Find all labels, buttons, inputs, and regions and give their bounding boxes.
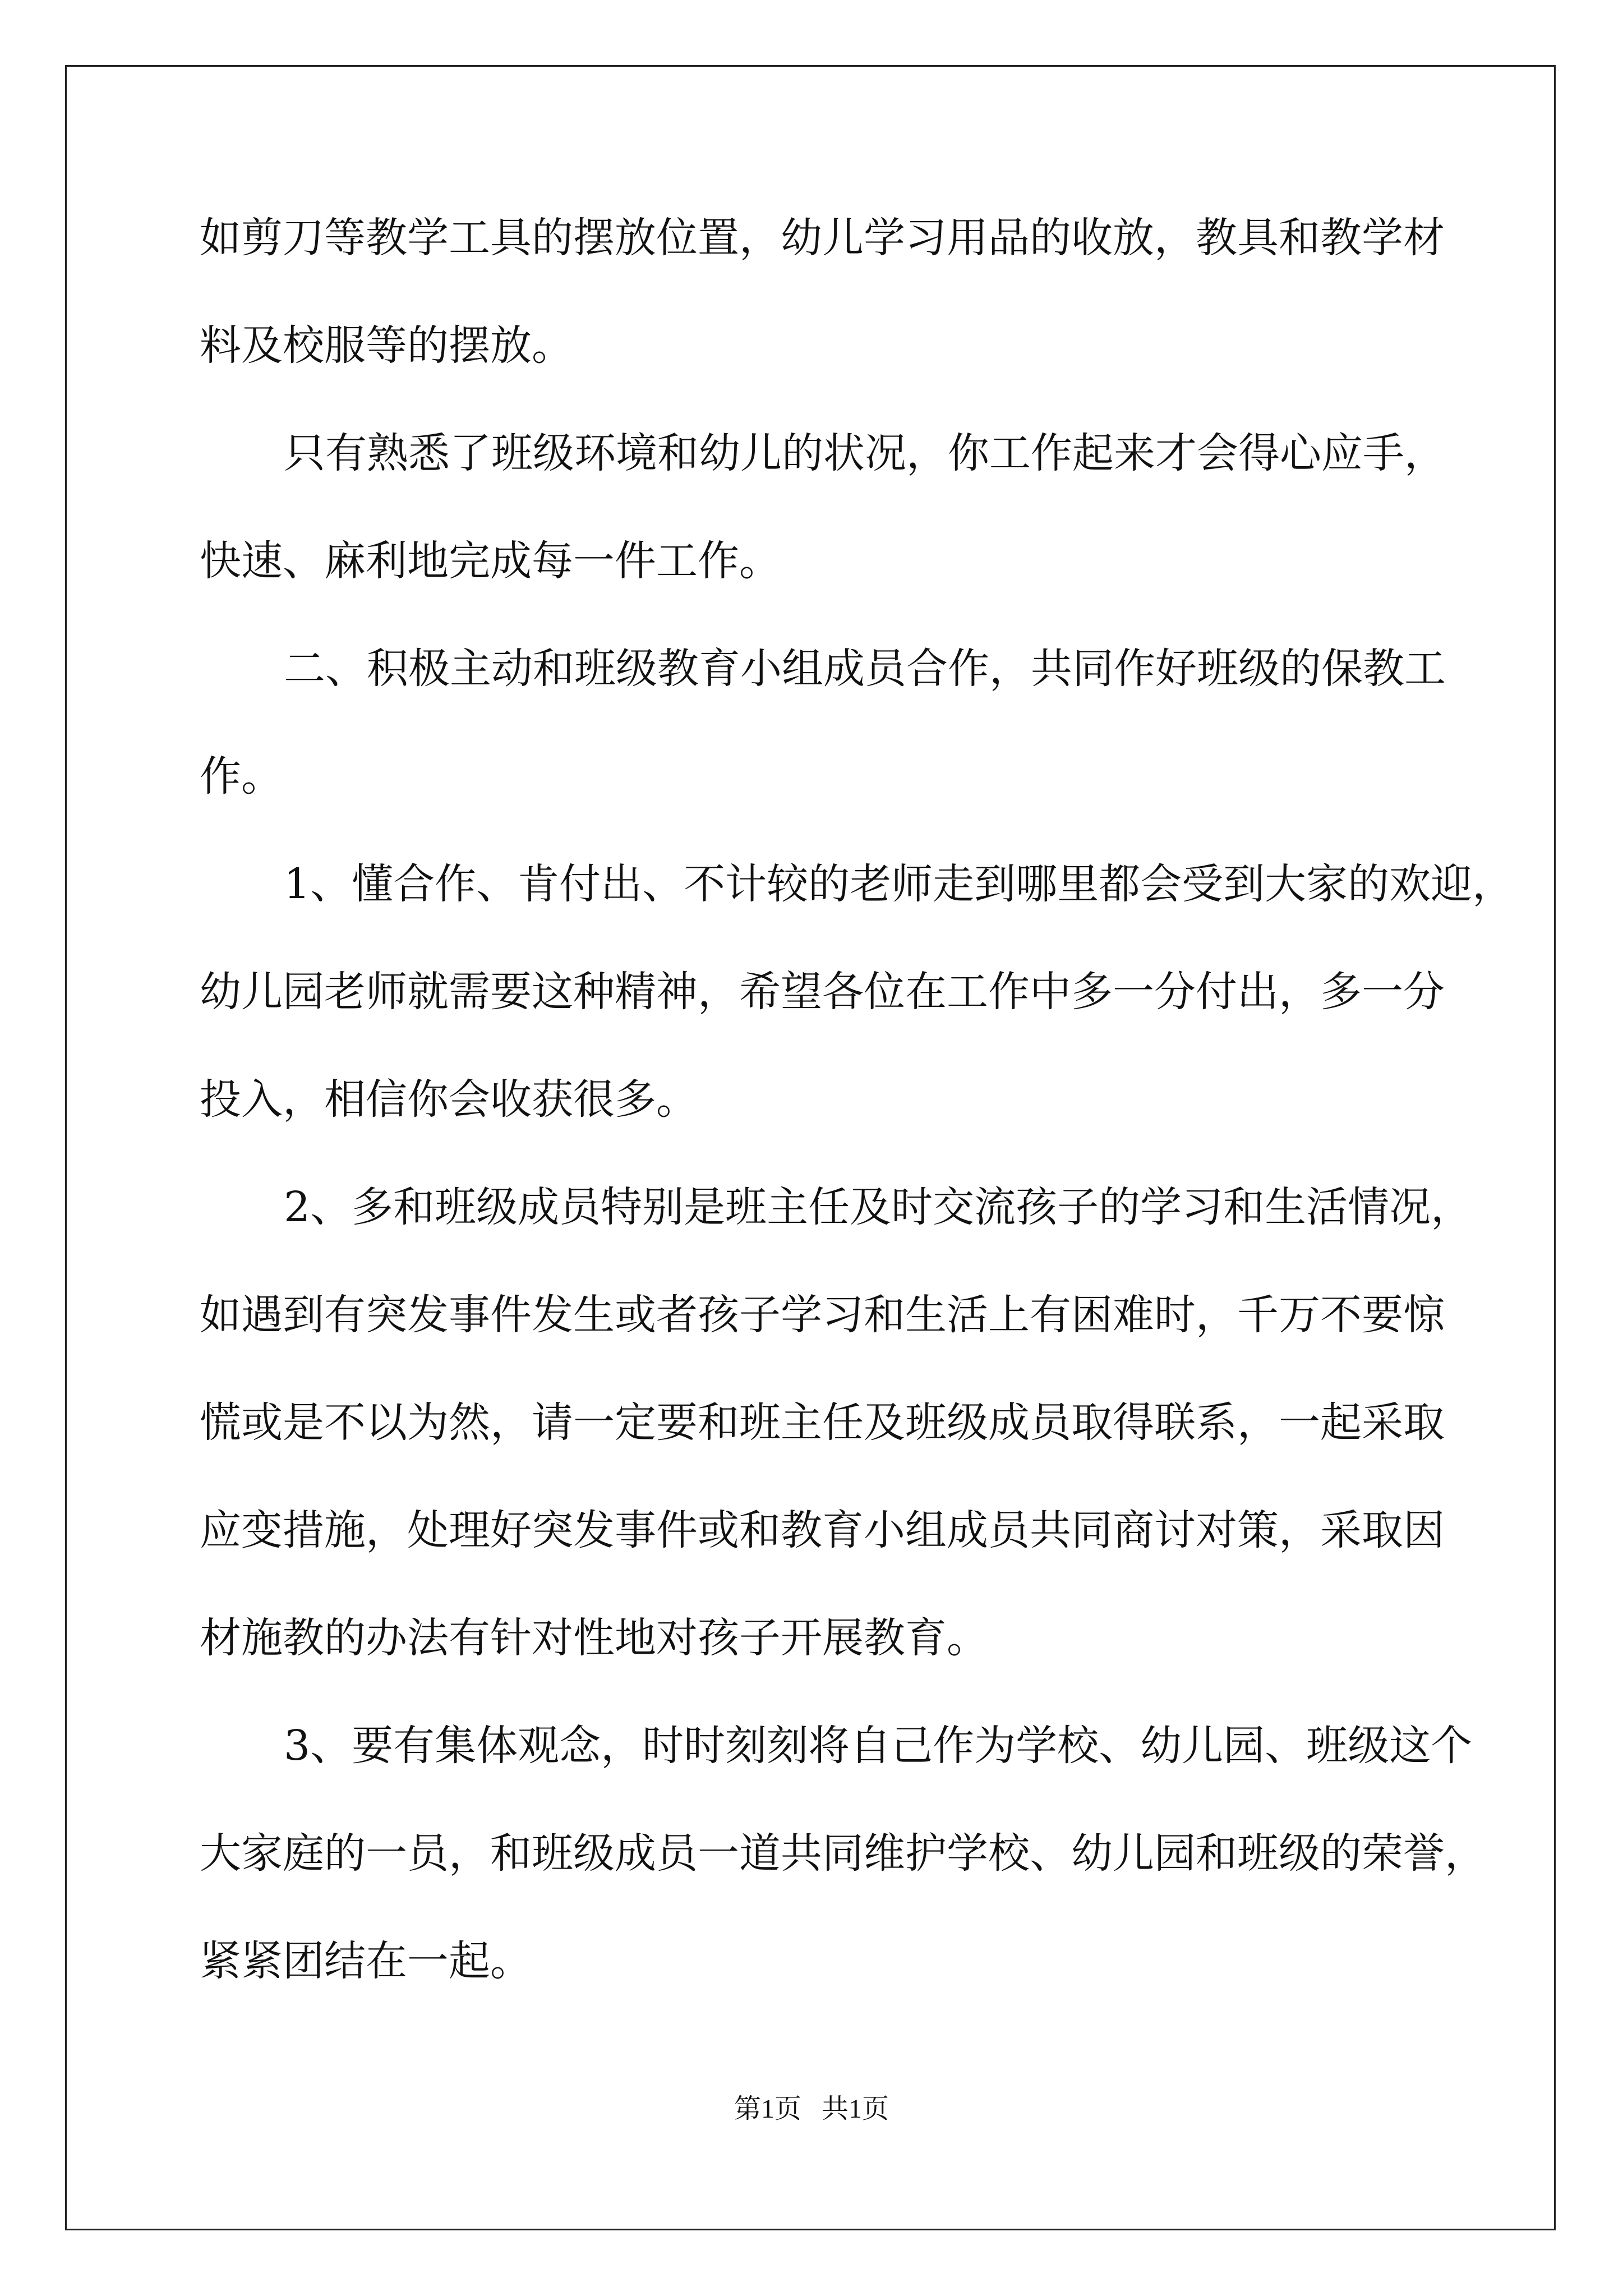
text-line: 1、懂合作、肯付出、不计较的老师走到哪里都会受到大家的欢迎， xyxy=(284,860,1514,908)
text-line: 材施教的办法有针对性地对孩子开展教育。 xyxy=(200,1614,988,1662)
page-footer xyxy=(0,2087,1623,2125)
text-line: 快速、麻利地完成每一件工作。 xyxy=(200,537,781,585)
text-line: 3、要有集体观念，时时刻刻将自己作为学校、幼儿园、班级这个 xyxy=(284,1722,1473,1770)
document-body xyxy=(200,204,1514,2035)
text-line: 慌或是不以为然，请一定要和班主任及班级成员取得联系，一起采取 xyxy=(200,1398,1445,1447)
text-line: 二、积极主动和班级教育小组成员合作，共同作好班级的保教工 xyxy=(284,645,1446,693)
text-line: 紧紧团结在一起。 xyxy=(200,1937,532,1985)
text-line: 只有熟悉了班级环境和幼儿的状况，你工作起来才会得心应手， xyxy=(284,429,1446,477)
text-line: 投入，相信你会收获很多。 xyxy=(200,1075,698,1124)
text-line: 大家庭的一员，和班级成员一道共同维护学校、幼儿园和班级的荣誉， xyxy=(200,1829,1486,1878)
text-line: 如剪刀等教学工具的摆放位置，幼儿学习用品的收放，教具和教学材 xyxy=(200,214,1445,262)
text-line: 如遇到有突发事件发生或者孩子学习和生活上有困难时，千万不要惊 xyxy=(200,1291,1445,1339)
text-line: 2、多和班级成员特别是班主任及时交流孩子的学习和生活情况， xyxy=(284,1183,1473,1231)
text-line: 作。 xyxy=(200,752,283,800)
page-total: 共1页 xyxy=(822,2094,889,2124)
page-number: 第1页 xyxy=(734,2094,801,2124)
text-line: 幼儿园老师就需要这种精神，希望各位在工作中多一分付出，多一分 xyxy=(200,968,1445,1016)
text-line: 料及校服等的摆放。 xyxy=(200,321,573,370)
text-line: 应变措施，处理好突发事件或和教育小组成员共同商讨对策，采取因 xyxy=(200,1506,1445,1554)
